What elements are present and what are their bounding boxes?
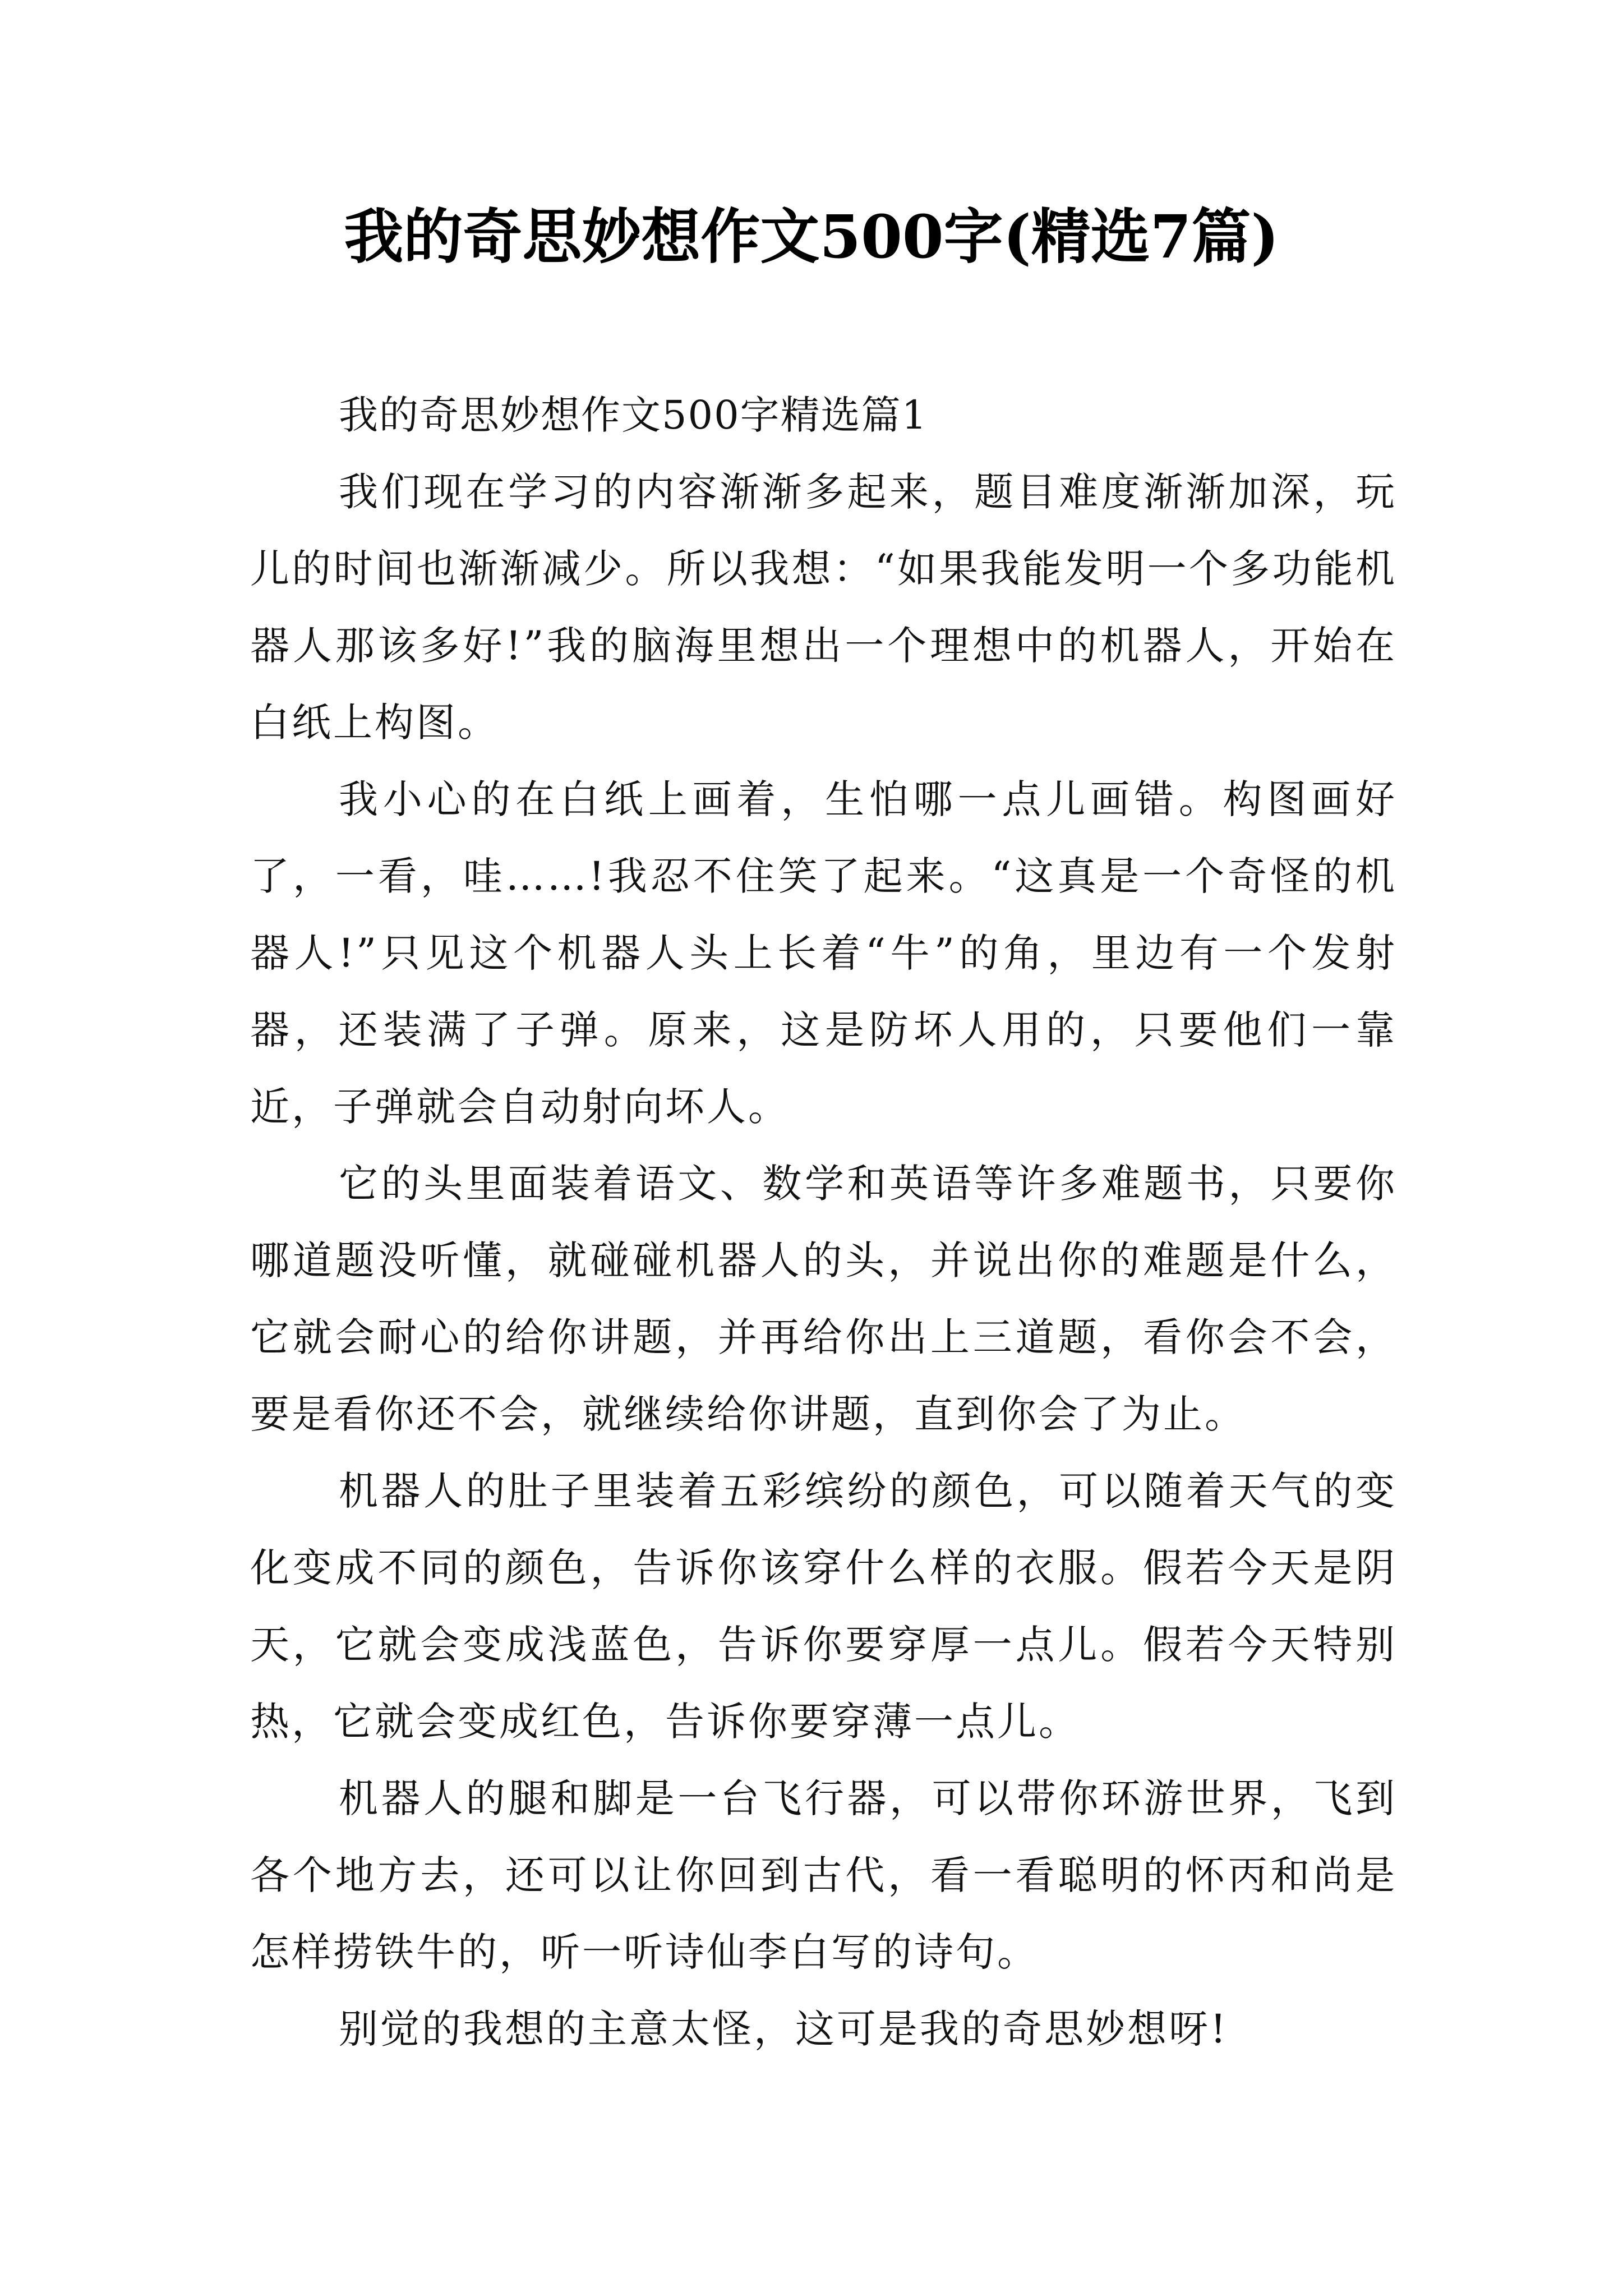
section-heading: 我的奇思妙想作文500字精选篇1 <box>339 392 928 438</box>
paragraph-2: 我小心的在白纸上画着，生怕哪一点儿画错。构图画好了，一看，哇……!我忍不住笑了起来。“这真是一个奇怪的机器人!”只见这个机器人头上长着“牛”的角，里边有一个发射器，还装满了子弹。原来，这是防坏人用的，只要他们一靠近，子弹就会自动射向坏人。 <box>250 776 1397 1130</box>
paragraph-3: 它的头里面装着语文、数学和英语等许多难题书，只要你哪道题没听懂，就碰碰机器人的头，并说出你的难题是什么，它就会耐心的给你讲题，并再给你出上三道题，看你会不会，要是看你还不会，就继续给你讲题，直到你会了为止。 <box>250 1161 1397 1437</box>
paragraph-6: 别觉的我想的主意太怪，这可是我的奇思妙想呀! <box>339 2006 1229 2052</box>
document-body <box>250 377 1397 2068</box>
paragraph-5: 机器人的腿和脚是一台飞行器，可以带你环游世界，飞到各个地方去，还可以让你回到古代，看一看聪明的怀丙和尚是怎样捞铁牛的，听一听诗仙李白写的诗句。 <box>250 1775 1397 1975</box>
paragraph-1: 我们现在学习的内容渐渐多起来，题目难度渐渐加深，玩儿的时间也渐渐减少。所以我想：“如果我能发明一个多功能机器人那该多好!”我的脑海里想出一个理想中的机器人，开始在白纸上构图。 <box>250 469 1397 746</box>
paragraph-4: 机器人的肚子里装着五彩缤纷的颜色，可以随着天气的变化变成不同的颜色，告诉你该穿什么样的衣服。假若今天是阴天，它就会变成浅蓝色，告诉你要穿厚一点儿。假若今天特别热，它就会变成红色，告诉你要穿薄一点儿。 <box>250 1468 1397 1745</box>
document-title: 我的奇思妙想作文500字(精选7篇) <box>344 201 1279 272</box>
